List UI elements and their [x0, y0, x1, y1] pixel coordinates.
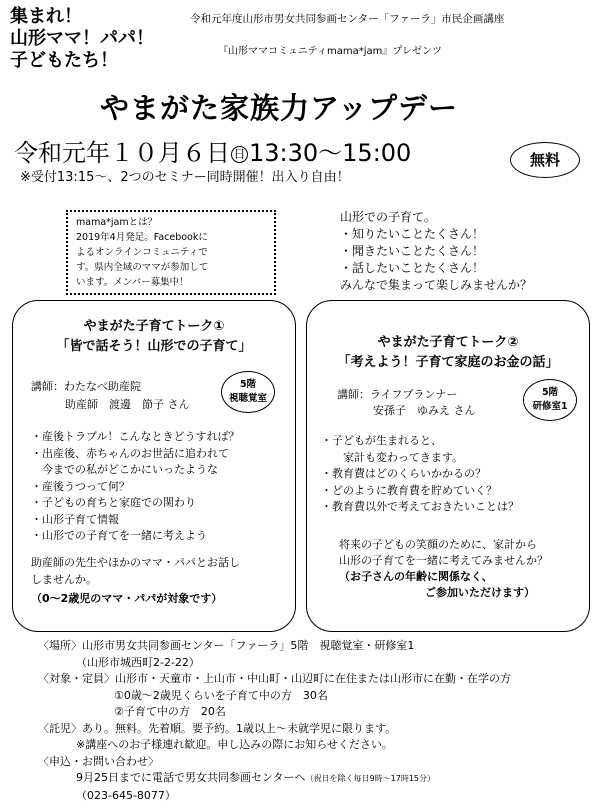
- event-info: [38, 638, 511, 804]
- mamajam-line: います。メンバー募集中！: [76, 275, 266, 290]
- time-text: 13:30〜15:00: [249, 139, 411, 167]
- room-floor: 5階: [524, 386, 576, 400]
- info-childcare-note: ※講座へのお子様連れ歓迎。申し込みの際にお知らせください。: [38, 737, 511, 754]
- talk1-bullets: [31, 429, 240, 545]
- mamajam-info-box: [66, 210, 276, 295]
- organizer-text: 令和元年度山形市男女共同参画センター「ファーラ」市民企画講座: [190, 11, 504, 26]
- list-item: ・教育費以外で考えておきたいことは？: [321, 499, 519, 516]
- list-item: ・出産後、赤ちゃんのお世話に追われて: [31, 446, 240, 463]
- info-phone: （023-645-8077）: [38, 788, 511, 804]
- deadline-text: 9月25日までに電話で男女共同参画センターへ: [76, 771, 306, 784]
- list-item: ・産後トラブル！こんなときどうすれば？: [31, 429, 240, 446]
- talk2-room-badge: [523, 379, 577, 421]
- talk1-closing-2: しませんか。: [31, 572, 97, 588]
- talk2-bullets: [321, 433, 519, 516]
- talk2-closing-2: 山形の子育てを一緒に考えてみませんか？: [339, 553, 548, 569]
- pitch-line: ・話したいことたくさん！: [340, 260, 532, 277]
- pitch-line: ・聞きたいことたくさん！: [340, 243, 532, 260]
- talk1-title: やまがた子育てトーク①: [13, 317, 295, 336]
- mamajam-line: mama*jamとは？: [76, 215, 266, 230]
- talk2-closing: 将来の子どもの笑顔のために、家計から: [339, 537, 537, 553]
- list-item: ・教育費はどのくらいかかるの？: [321, 466, 519, 483]
- hours-text: （祝日を除く毎日9時〜17時15分）: [306, 774, 435, 783]
- talk2-lecturer-name: 安孫子 ゆみえ さん: [373, 403, 476, 419]
- tagline-line: 集まれ！: [10, 6, 154, 28]
- info-target: 〈対象・定員〉山形市・天童市・上山市・中山町・山辺町に在住または山形市に在勤・在学の方: [38, 671, 511, 688]
- pitch-text: [340, 209, 532, 294]
- reception-note: ※受付13:15〜、2つのセミナー同時開催！出入り自由！: [20, 166, 350, 185]
- date-text: 令和元年１０月６日: [14, 139, 230, 167]
- room-name: 研修室1: [524, 400, 576, 414]
- tagline-line: 子どもたち！: [10, 50, 154, 72]
- list-item: ・どのように教育費を貯めていく？: [321, 483, 519, 500]
- talk1-room-badge: [221, 371, 275, 413]
- list-item: ・産後うつって何？: [31, 479, 240, 496]
- tagline-line: 山形ママ！パパ！: [10, 28, 154, 50]
- tagline: [10, 6, 154, 72]
- list-item: ・山形子育て情報: [31, 512, 240, 529]
- talk2-subtitle: 「考えよう！子育て家庭のお金の話」: [307, 353, 589, 372]
- talk1-subtitle: 「皆で話そう！山形での子育て」: [13, 337, 295, 356]
- info-target-2: ②子育て中の方 20名: [38, 704, 511, 721]
- talk2-target: （お子さんの年齢に関係なく、: [339, 569, 493, 585]
- room-name: 視聴覚室: [222, 392, 274, 406]
- talk2-panel: [306, 300, 590, 632]
- info-target-1: ①0歳〜2歳児くらいを子育て中の方 30名: [38, 688, 511, 705]
- talk1-target: （0〜2歳児のママ・パパが対象です）: [31, 591, 222, 607]
- info-deadline: [38, 770, 511, 788]
- mamajam-line: す。県内全域のママが参加して: [76, 260, 266, 275]
- list-item: ・子どもの育ちと家庭での関わり: [31, 495, 240, 512]
- event-date: [14, 133, 411, 168]
- talk1-panel: [12, 300, 296, 632]
- presents-text: 『山形ママコミュニティmama*jam』プレゼンツ: [218, 42, 442, 57]
- talk1-lecturer-name: 助産師 渡邊 節子 さん: [65, 397, 190, 413]
- talk2-title: やまがた子育てトーク②: [307, 333, 589, 352]
- mamajam-line: よるオンラインコミュニティで: [76, 245, 266, 260]
- list-item: ・子どもが生まれると、: [321, 433, 519, 450]
- page-title: やまがた家族力アップデー: [100, 86, 458, 127]
- info-apply: 〈申込・お問い合わせ〉: [38, 754, 511, 771]
- free-badge: 無料: [510, 142, 580, 178]
- pitch-line: 山形での子育て。: [340, 209, 532, 226]
- talk2-target-2: ご参加いただけます）: [425, 585, 535, 601]
- talk1-closing: 助産師の先生やほかのママ・パパとお話し: [31, 555, 240, 571]
- info-address: （山形市城西町2-2-22）: [38, 655, 511, 672]
- talk1-lecturer: 講師：わたなべ助産院: [31, 379, 141, 395]
- list-item: 今までの私がどこかにいったような: [31, 462, 240, 479]
- weekday-badge: 日: [231, 146, 248, 163]
- room-floor: 5階: [222, 378, 274, 392]
- pitch-line: みんなで集まって楽しみませんか？: [340, 277, 532, 294]
- info-place: 〈場所〉山形市男女共同参画センター「ファーラ」5階 視聴覚室・研修室1: [38, 638, 511, 655]
- talk2-lecturer: 講師：ライフプランナー: [337, 387, 457, 403]
- list-item: ・山形での子育てを一緒に考えよう: [31, 528, 240, 545]
- mamajam-line: 2019年4月発足。Facebookに: [76, 230, 266, 245]
- pitch-line: ・知りたいことたくさん！: [340, 226, 532, 243]
- list-item: 家計も変わってきます。: [321, 450, 519, 467]
- info-childcare: 〈託児〉あり。無料。先着順。要予約。1歳以上〜未就学児に限ります。: [38, 721, 511, 738]
